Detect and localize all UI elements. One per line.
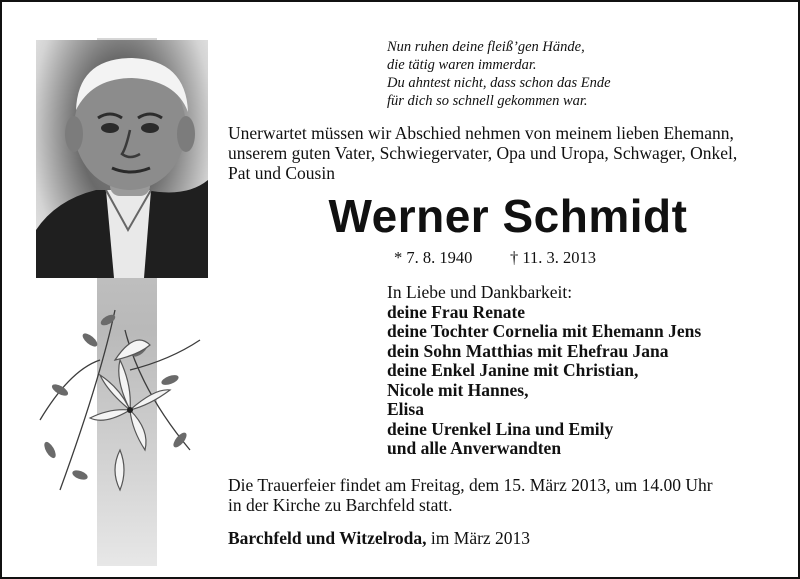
mourners-list (387, 283, 701, 459)
deceased-name: Werner Schmidt (328, 190, 688, 242)
intro-text (228, 123, 788, 183)
portrait-photo (36, 40, 208, 278)
mourner-line: und alle Anverwandten (387, 438, 562, 458)
poem-line: Du ahntest nicht, dass schon das Ende (387, 75, 611, 91)
mourner-line: dein Sohn Matthias mit Ehefrau Jana (387, 340, 669, 361)
mourner-line: Elisa (387, 399, 424, 419)
poem-line: Nun ruhen deine fleiß’gen Hände, (387, 39, 585, 55)
lily-flowers-decoration (20, 300, 210, 500)
mourners-lead: In Liebe und Dankbarkeit: (387, 282, 573, 302)
mourner-line: deine Tochter Cornelia mit Ehemann Jens (387, 321, 702, 341)
intro-line: Unerwartet müssen wir Abschied nehmen von meinem lieben Ehemann, (228, 123, 734, 143)
intro-line: Pat und Cousin (228, 163, 335, 183)
service-line: Die Trauerfeier findet am Freitag, dem 15. März 2013, um 14.00 Uhr (228, 475, 713, 495)
mourner-line: deine Frau Renate (387, 301, 526, 322)
mourner-line: deine Enkel Janine mit Christian, (387, 360, 639, 380)
poem-line: die tätig waren immerdar. (387, 57, 537, 73)
birth-date: * 7. 8. 1940 (394, 248, 473, 267)
funeral-service-info (228, 475, 713, 515)
place-and-date (228, 528, 530, 549)
mourner-line: deine Urenkel Lina und Emily (387, 418, 614, 439)
service-line: in der Kirche zu Barchfeld statt. (228, 495, 453, 515)
place-name: Barchfeld und Witzelroda, (228, 528, 427, 548)
closing-date: im März 2013 (430, 528, 531, 548)
intro-line: unserem guten Vater, Schwiegervater, Opa und Uropa, Schwager, Onkel, (228, 143, 738, 163)
memorial-poem (387, 38, 707, 110)
poem-line: für dich so schnell gekommen war. (387, 93, 588, 109)
mourner-line: Nicole mit Hannes, (387, 379, 529, 400)
death-date: † 11. 3. 2013 (510, 248, 597, 267)
